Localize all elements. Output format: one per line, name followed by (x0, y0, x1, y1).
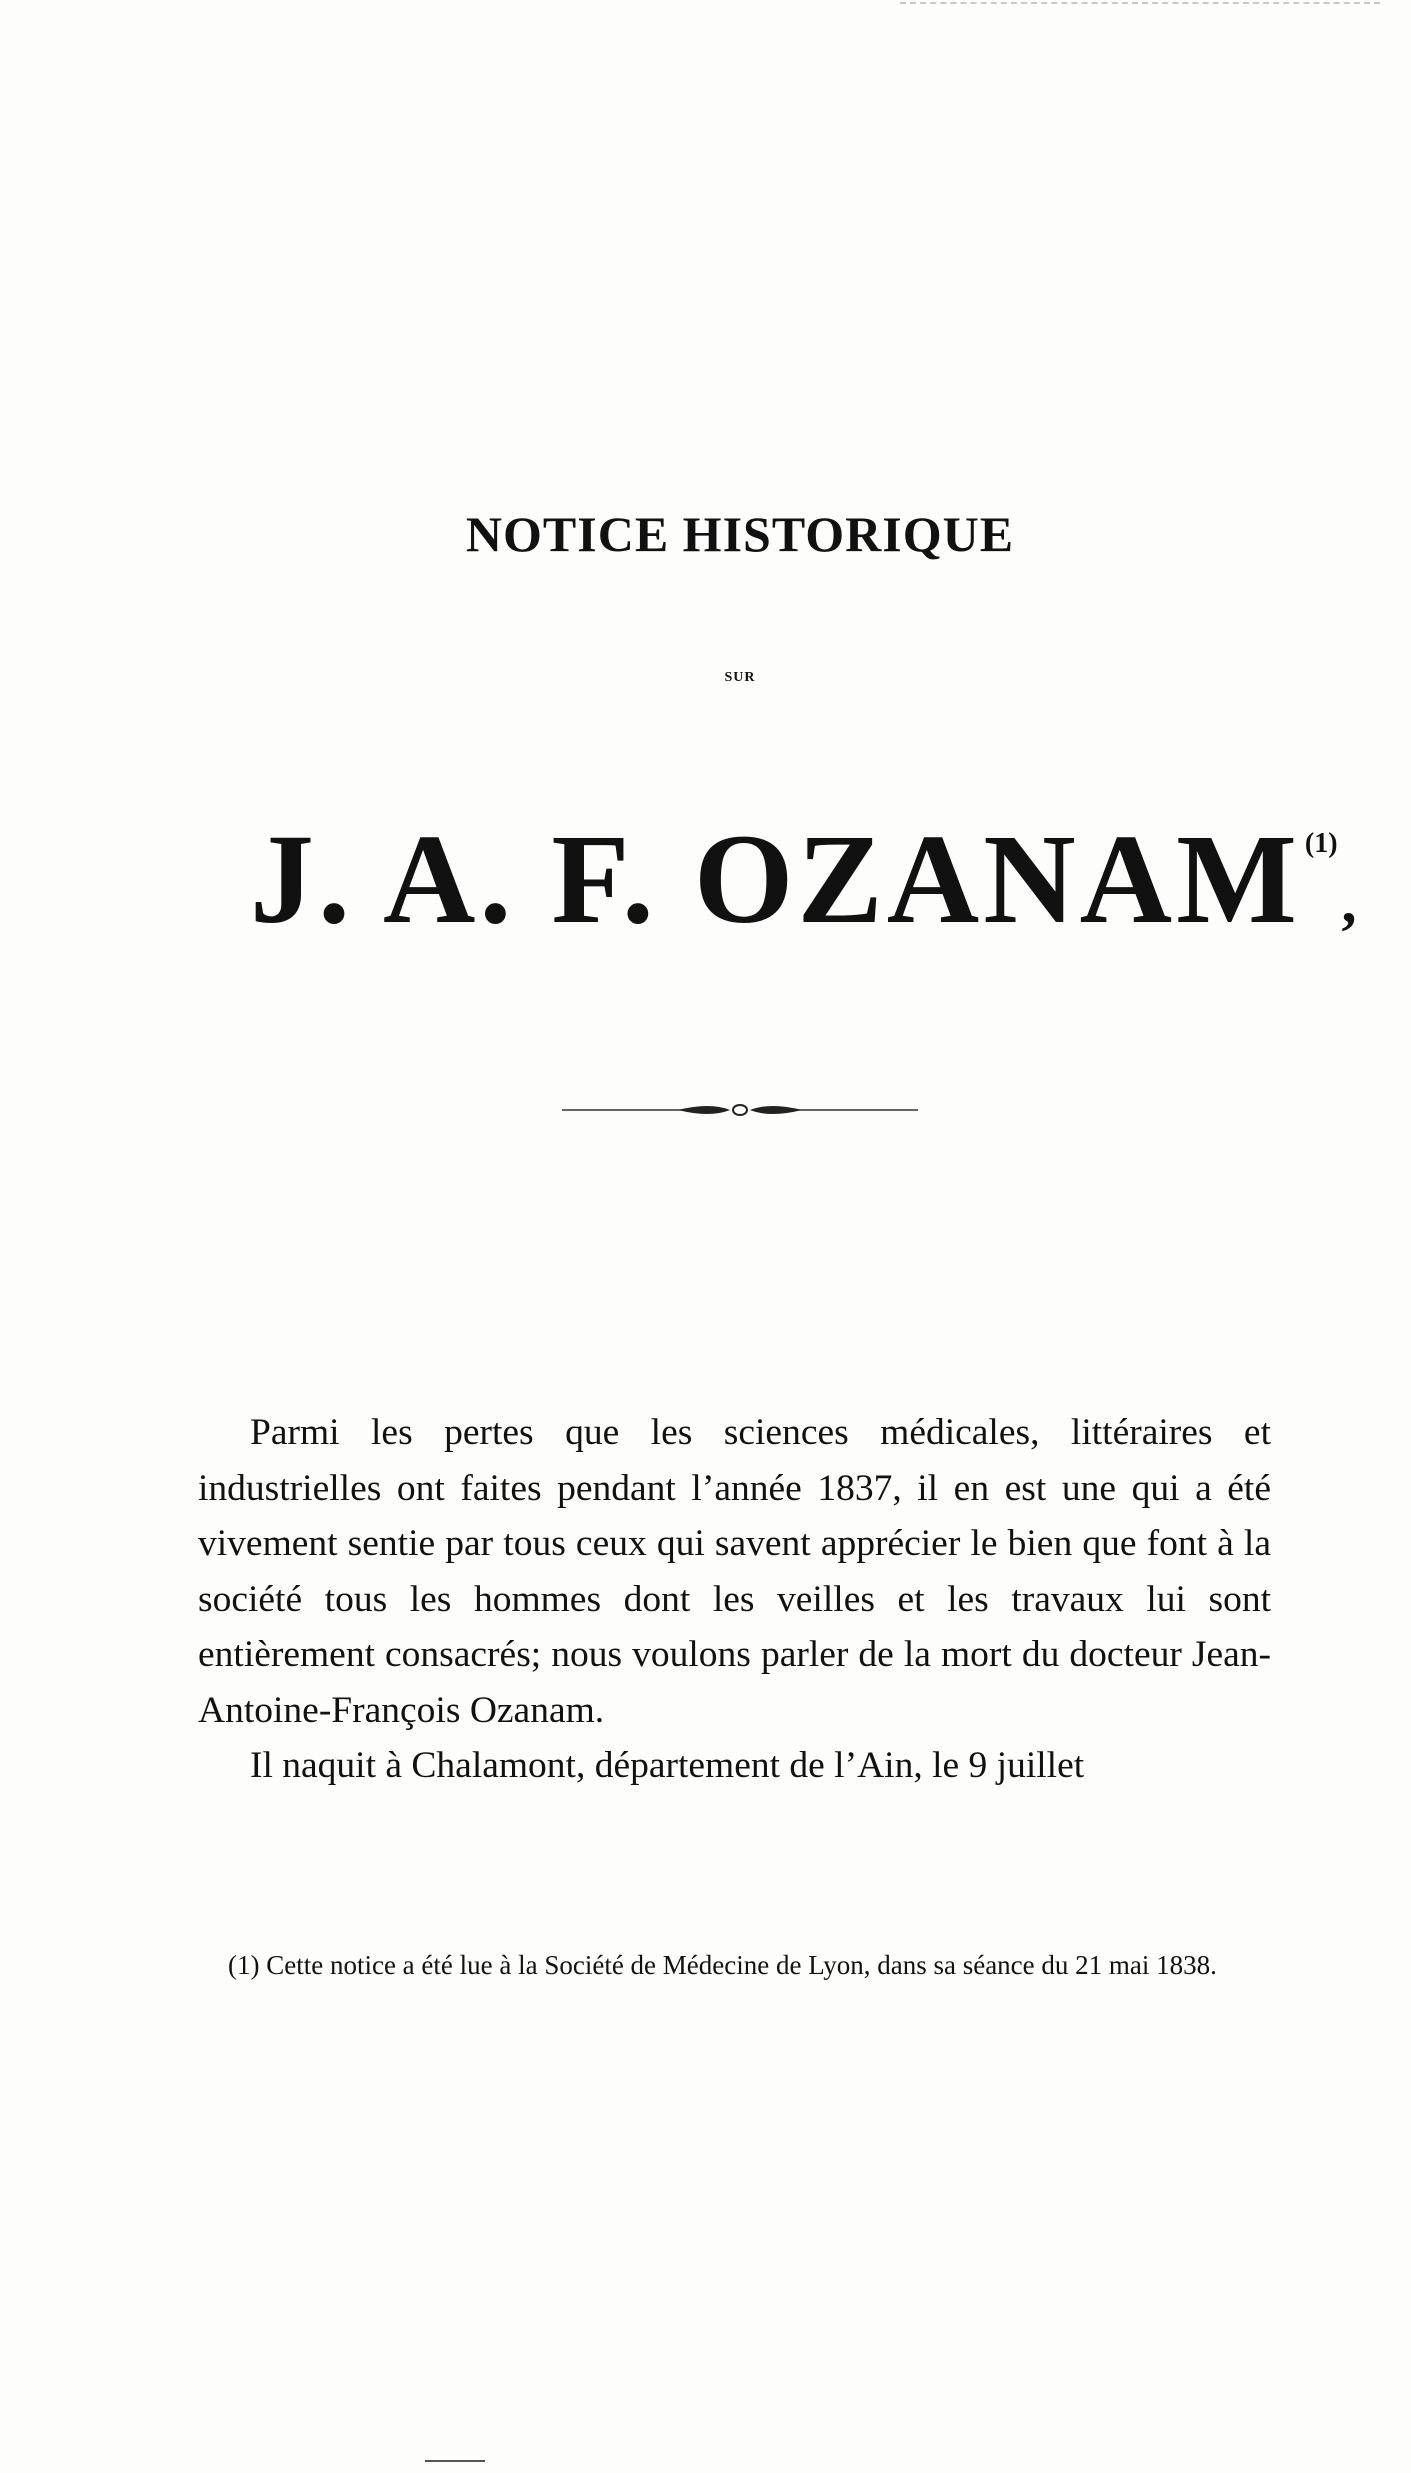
footnote-text: (1) Cette notice a été lue à la Société de Médecine de Lyon, dans sa séance du 21 mai 1838. (228, 1950, 1217, 1980)
footnote-reference-mark: (1) (1304, 828, 1338, 859)
heading-preposition: SUR (724, 670, 756, 685)
subject-name-comma: , (1341, 869, 1357, 935)
footnote (198, 1945, 1271, 1985)
subject-name: J. A. F. OZANAM (250, 808, 1301, 950)
heading-title: NOTICE HISTORIQUE (465, 506, 1015, 562)
bottom-edge-mark (425, 2460, 485, 2462)
top-edge-rule (900, 2, 1380, 4)
subject-name-heading (250, 808, 1357, 950)
body-text (198, 1405, 1271, 1794)
paragraph-1: Parmi les pertes que les sciences médicales, littéraires et industrielles ont faites pendant l’année 1837, il en est une qui a été vivement sentie par tous ceux qui savent apprécier le bien que font à la société tous les hommes dont les veilles et les travaux lui sont entièrement consacrés; nous voulons parler de la mort du docteur Jean-Antoine-François Ozanam. (198, 1412, 1271, 1731)
ornament-divider-icon (560, 1100, 920, 1120)
paragraph-2: Il naquit à Chalamont, département de l’Ain, le 9 juillet (250, 1745, 1085, 1786)
